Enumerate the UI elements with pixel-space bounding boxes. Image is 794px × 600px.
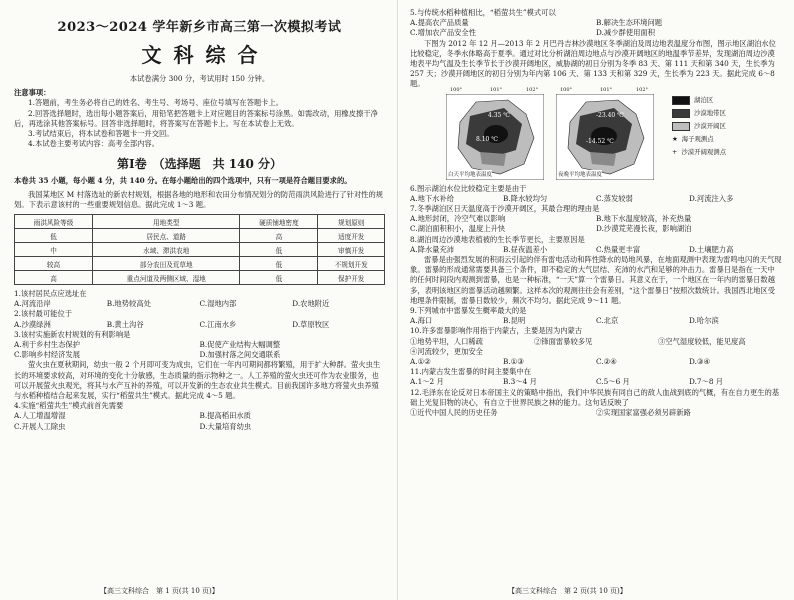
question-7: 7.冬季湖泊区日天温度高于沙漠开阔区，其最合理的理由是 [410,204,600,214]
option: C.江南水乡 [199,319,237,329]
notice-item: 3.考试结束后，将本试卷和答题卡一并交回。 [28,129,174,139]
option: ③空气湿度较低，能见度高 [658,336,746,346]
option: B.昆明 [503,316,526,326]
option: D.草原牧区 [292,319,330,329]
exam-title: 2023～2024 学年新乡市高三第一次模拟考试 [57,20,342,35]
table-cell: 审慎开发 [318,243,385,257]
question-5: 5.与传统水稻种植相比，“稻萤共生”模式可以 [410,8,556,17]
lon-label: 102° [636,86,649,93]
option: D.大量培育幼虫 [199,421,252,431]
lon-label: 101° [600,86,613,93]
legend-item: + 沙漠开阔观测点 [672,146,726,159]
legend-item: ★ 海子观测点 [672,133,726,146]
question-10: 10.许多雷暴影响作用指于内蒙古，主要是因为内蒙古 [410,326,583,336]
question-6: 6.图示湖泊水位比较稳定主要是由于 [410,183,527,193]
question-1-options [14,299,385,309]
option: B.地下水温度较高，补充热量 [596,214,692,224]
question-3-options [14,340,385,360]
option: B.3～4 月 [503,377,537,387]
question-12-options [410,408,782,418]
question-4: 4.实施“稻萤共生”模式前首先需要 [14,401,124,411]
option: D.河流注入多 [689,193,734,203]
option: C.热量更丰富 [596,244,641,254]
passage-1: 我国某地区 M 村落选址的新农村规划，根据各地的地形和农田分布情况划分的防范雨洪风险进行了针对性的规划。下表示意该村的一些重要规划信息。据此完成 1～3 题。 [14,189,384,209]
table-header: 规划原则 [318,215,385,229]
option: A.沙漠绿洲 [14,319,51,329]
table-cell: 水域、滞洪农地 [93,243,240,257]
passage-3: 下图为 2012 年 12 月—2013 年 2 月巴丹吉林沙漠地区冬季湖泊及周边地表温度分布图，图示地区湖泊水位比较稳定，冬季水体略高于夏季。通过对比分析湖泊周边地点与沙漠开阔地区的地温季节差异，发现湖泊周边沙漠地表平均气温及生长季节长于沙漠开阔地区，威胁湖的初日分别为冬季 83 天、第 111 天和第 340 天，生长季为 257 天；沙漠开阔地区的初日分别为年内第 106 天、第 133 天和第 329 天，生长季为 223 天。据此完成 6～8 题。 [410,38,776,89]
table-cell: 部分农田及荒草地 [93,257,240,271]
option: C.5～6 月 [596,377,630,387]
table-header: 用地类型 [93,215,240,229]
section-title: 第Ⅰ卷 （选择题 共 140 分） [116,157,283,172]
table-cell: 重点河道及两侧区域、湿地 [93,271,240,285]
subject-title: 文科综合 [141,43,270,67]
option: D.7～8 月 [689,377,724,387]
question-12: 12.毛泽东在论反对日本帝国主义的策略中指出，我们中华民族有同自己的敌人血战到底的气概，有在自力更生的基础上光复旧物的决心，有自立于世界民族之林的能力。这句话反映了 [410,387,780,407]
plus-icon: + [672,147,678,156]
option: A.利于乡村生态保护 [14,340,80,350]
temp-label: -23.40 ℃ [596,111,624,119]
page-footer: 【高三文科综合 第 2 页(共 10 页)】 [508,587,627,595]
option: B.降水较均匀 [503,193,548,203]
option: B.昼夜温差小 [503,244,548,254]
question-8: 8.湖泊周边沙漠地表植被的生长季节更长，主要原因是 [410,234,585,244]
map-caption: 白天平均地表温度 [448,171,493,178]
option: A.海口 [410,316,433,326]
option: B.提高稻田水质 [199,411,251,421]
notice-title: 注意事项： [14,88,51,98]
option: C.湖泊面积积小，温度上升快 [410,224,506,234]
option: B.①③ [503,357,524,367]
option: C.增加农产品安全性 [410,28,477,38]
option: A.人工增温增湿 [14,411,66,421]
night-temperature-map [556,86,654,180]
legend-item: 沙漠地带区 [672,107,726,120]
table-header-row [15,215,385,229]
option: A.河流沿岸 [14,299,51,309]
option: D.土壤肥力高 [689,244,734,254]
option: D.减少群使用面积 [596,28,655,38]
question-4-options [14,411,385,431]
option: C.北京 [596,316,619,326]
question-5-options [410,18,782,38]
question-9-options [410,316,782,326]
map-legend [672,94,726,159]
option: C.影响乡村经济发展 [14,350,81,360]
page-right [397,0,794,600]
option: ①地势平坦，人口稀疏 [410,336,483,346]
option: ②实现国家富强必须另辟新路 [596,408,691,418]
option: B.黄土沟谷 [106,319,144,329]
table-cell: 居民点、道路 [93,229,240,243]
star-icon: ★ [672,134,678,143]
option: ②锋面雷暴较多见 [534,336,593,346]
question-10-statement-4: ④河流较少，更加安全 [410,346,483,356]
table-row [15,271,385,285]
table-header: 硬质铺地密度 [240,215,318,229]
lon-label: 101° [490,86,503,93]
planning-table [14,214,385,285]
option: D.③④ [689,357,710,367]
option: C.开展人工除虫 [14,421,66,431]
question-2-options [14,320,385,330]
table-header: 雨洪风险等级 [15,215,93,229]
option: D.加强村落之间交通联系 [199,350,281,360]
option: A.地下水补给 [410,193,455,203]
option: B.解决生态环境问题 [596,18,663,28]
question-7-options [410,214,782,234]
question-11: 11.内蒙古发生雷暴的时间主要集中在 [410,367,532,377]
question-10-options [410,357,782,367]
table-row [15,243,385,257]
option: ①近代中国人民的历史任务 [410,408,498,418]
temp-label: 8.10 ℃ [476,135,498,143]
table-cell: 中 [15,243,93,257]
lon-label: 102° [526,86,539,93]
legend-item: 湖泊区 [672,94,726,107]
passage-4: 雷暴是由强烈发展的积雨云引起的伴有雷电活动和阵性降水的局地风暴，在地面观测中表现为雷鸣电闪的天气现象。雷暴的形成通常需要具备三个条件，即不稳定的大气层结、充沛的水汽和足够的冲击力。雷暴日是指在一天中的任何时间段内观测到雷暴，也是一种标准，“一天”算一个雷暴日。其意义在于，一个地区在一年内的雷暴日数越多，表明该地区的雷暴活动越频繁。这样本次的观测往往会有差别，“这个雷暴日”按照次数统计。我国西北地区受地理条件限制，雷暴日数较少，频次不均匀。据此完成 9～11 题。 [410,255,782,305]
page-footer: 【高三文科综合 第 1 页(共 10 页)】 [100,587,219,595]
question-11-options [410,377,782,387]
temp-label: 4.35 ℃ [488,111,510,119]
option: A.降水量充沛 [410,244,455,254]
table-cell: 低 [240,257,318,271]
lon-label: 100° [450,86,463,93]
table-cell: 适度开发 [318,229,385,243]
table-cell: 较高 [15,257,93,271]
table-row [15,229,385,243]
option: C.蒸发较弱 [596,193,633,203]
option: D.哈尔滨 [689,316,719,326]
temp-label: -14.52 ℃ [586,137,614,145]
table-cell: 低 [240,243,318,257]
notice-item: 1.答题前，考生务必将自己的姓名、考生号、考场号、座位号填写在答题卡上。 [28,98,284,108]
table-cell: 高 [240,229,318,243]
question-3: 3.该村实施新农村规划的有利影响是 [14,329,131,339]
temperature-maps [446,86,782,180]
table-cell: 低 [240,271,318,285]
question-6-options [410,194,782,204]
option: D.沙漠荒芜漫长夜，影响湖泊 [596,224,692,234]
question-8-options [410,245,782,255]
option: B.地势较高处 [106,299,151,309]
table-cell: 不规划开发 [318,257,385,271]
section-intro: 本卷共 35 小题，每小题 4 分，共 140 分。在每小题给出的四个选项中，只有一项是符合题目要求的。 [14,176,352,186]
option: A.①② [410,357,431,367]
lon-label: 100° [560,86,573,93]
option: A.1～2 月 [410,377,444,387]
table-cell: 低 [15,229,93,243]
option: A.提高农产品质量 [410,18,469,28]
option: D.农地附近 [292,299,330,309]
legend-item: 沙漠开阔区 [672,120,726,133]
option: A.地形封闭，冷空气难以影响 [410,214,506,224]
notice-item: 4.本试卷主要考试内容：高考全部内容。 [28,139,160,149]
day-temperature-map [446,86,544,180]
map-caption: 夜晚平均地表温度 [558,171,603,178]
table-cell: 保护开发 [318,271,385,285]
table-cell: 高 [15,271,93,285]
option: B.促使产业结构大幅调整 [199,340,281,350]
question-1: 1.该村居民点应选址在 [14,289,87,299]
passage-2: 萤火虫在夏秋期间，幼虫一般 2 个月即可变为成虫，它们在一年内可期间都将繁殖，用于扩大种群。萤火虫生长的环境要求较高，对环境的变化十分敏感，生态质量的指示物种之一。人工养殖的萤火虫还可作为农业服务，也可以开展萤火虫观光，将其与水产互补的养殖，可以开发新的生态农业共生模式。目前我国许多地方将萤火虫养殖与水稻种植结合起来发展，实行“稻萤共生”模式。据此完成 4～5 题。 [14,360,381,401]
notice-item: 2.回答选择题时，选出每小题答案后，用铅笔把答题卡上对应题目的答案标号涂黑。如需改动，用橡皮擦干净后，再选涂其他答案标号。回答非选择题时，将答案写在答题卡上。写在本试卷上无效。 [14,108,378,128]
question-9: 9.下列城市中雷暴发生概率最大的是 [410,306,527,316]
option: C.湿地内部 [199,299,237,309]
table-row [15,257,385,271]
exam-info: 本试卷满分 300 分，考试用时 150 分钟。 [129,74,270,83]
question-10-statements [410,337,782,347]
option: C.②④ [596,357,617,367]
question-2: 2.该村最可能位于 [14,309,73,319]
